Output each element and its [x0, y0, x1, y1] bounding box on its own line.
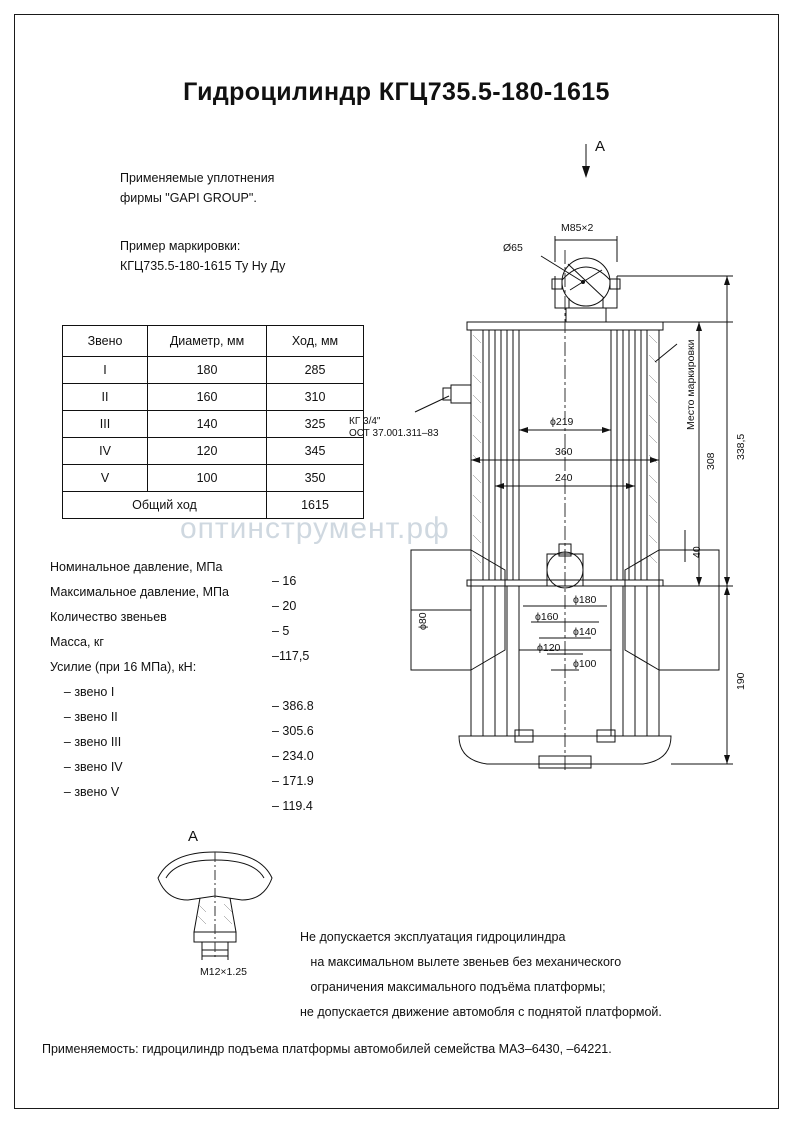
warning-text [300, 925, 662, 1025]
marking-place-label: Место маркировки [685, 339, 697, 430]
parameter-value: – 5 [272, 624, 290, 638]
parameter-value: – 386.8 [272, 699, 314, 713]
parameter-label: Максимальное давление, МПа [50, 585, 229, 599]
warning-line-4: не допускается движение автомобля с поднятой платформой. [300, 1005, 662, 1019]
dim-360: 360 [555, 446, 573, 458]
cell-link: III [63, 411, 148, 438]
port-thread-line1: КГ 3/4" [349, 416, 381, 427]
total-value: 1615 [267, 492, 364, 519]
cell-diameter: 120 [148, 438, 267, 465]
table-row [63, 411, 364, 438]
dim-308: 308 [705, 452, 717, 470]
parameter-label: Масса, кг [50, 635, 104, 649]
cell-link: I [63, 357, 148, 384]
table-row [63, 357, 364, 384]
parameter-label: Номинальное давление, МПа [50, 560, 223, 574]
dim-100: ϕ100 [573, 658, 597, 670]
bracket-right-inner [625, 550, 659, 670]
note-seals-line2: фирмы "GAPI GROUP". [120, 191, 257, 205]
parameter-row [50, 646, 197, 674]
table-row [63, 384, 364, 411]
port-thread-line2: ОСТ 37.001.311–83 [349, 428, 439, 439]
dim-190: 190 [735, 672, 747, 690]
dim-120: ϕ120 [537, 642, 561, 654]
parameter-value: – 171.9 [272, 774, 314, 788]
parameter-value: – 20 [272, 599, 297, 613]
parameter-row [50, 546, 297, 588]
parameter-value: – 119.4 [272, 799, 313, 813]
cell-link: IV [63, 438, 148, 465]
view-arrow-head [582, 166, 590, 178]
note-marking-line1: Пример маркировки: [120, 239, 241, 253]
port-fitting-body [451, 385, 471, 403]
watermark: оптинструмент.рф [180, 512, 450, 545]
table-header-diameter: Диаметр, мм [148, 326, 267, 357]
parameter-label: – звено III [50, 735, 122, 749]
dim-m85: М85×2 [561, 222, 594, 234]
port-thread-label [349, 416, 439, 440]
dim-d65: Ø65 [503, 242, 523, 254]
note-seals [120, 168, 274, 208]
parameter-row [50, 621, 310, 663]
dim-240: 240 [555, 472, 573, 484]
table-header-stroke: Ход, мм [267, 326, 364, 357]
ball-hatch2 [570, 270, 602, 290]
dim-219: ϕ219 [550, 416, 574, 428]
cell-stroke: 325 [267, 411, 364, 438]
parameter-label: – звено V [50, 785, 120, 799]
applicability-text: Применяемость: гидроцилиндр подъема платформы автомобилей семейства МАЗ–6430, –64221. [42, 1042, 612, 1056]
total-label: Общий ход [63, 492, 267, 519]
view-a-thread-label: М12×1.25 [200, 966, 247, 978]
cell-link: II [63, 384, 148, 411]
view-a-detail [140, 828, 290, 998]
dim-40: 40 [691, 546, 703, 558]
cell-stroke: 285 [267, 357, 364, 384]
parameter-label: – звено I [50, 685, 115, 699]
parameter-label: Усилие (при 16 МПа), кН: [50, 660, 197, 674]
warning-line-1: Не допускается эксплуатация гидроцилиндра [300, 930, 566, 944]
cell-link: V [63, 465, 148, 492]
view-arrow-label: А [595, 138, 606, 155]
parameter-value: – 305.6 [272, 724, 314, 738]
dim-140: ϕ140 [573, 626, 597, 638]
cell-diameter: 160 [148, 384, 267, 411]
rod-thread-stem [566, 308, 606, 322]
cylinder-drawing [349, 130, 785, 810]
page-title: Гидроцилиндр КГЦ735.5-180-1615 [183, 78, 610, 106]
cell-diameter: 100 [148, 465, 267, 492]
table-row [63, 438, 364, 465]
cell-diameter: 140 [148, 411, 267, 438]
bracket-left-inner [471, 550, 505, 670]
parameter-value: – 234.0 [272, 749, 314, 763]
parameter-value: –117,5 [272, 649, 310, 663]
eye-left-notch [552, 279, 562, 289]
cell-stroke: 310 [267, 384, 364, 411]
dim-180: ϕ180 [573, 594, 597, 606]
cell-diameter: 180 [148, 357, 267, 384]
stages-table [62, 325, 364, 519]
port-leader [415, 396, 449, 412]
dim-80: ϕ80 [417, 612, 429, 630]
cell-stroke: 345 [267, 438, 364, 465]
table-header-row [63, 326, 364, 357]
parameters-list [50, 546, 314, 813]
note-marking-line2: КГЦ735.5-180-1615 Ту Ну Ду [120, 259, 286, 273]
note-seals-line1: Применяемые уплотнения [120, 171, 275, 185]
warning-line-3: ограничения максимального подъёма платформы; [300, 980, 606, 994]
eye-right-notch [610, 279, 620, 289]
parameter-label: – звено IV [50, 760, 123, 774]
view-a-svg [140, 828, 290, 968]
parameter-label: – звено II [50, 710, 118, 724]
dim-160: ϕ160 [535, 611, 559, 623]
cell-stroke: 350 [267, 465, 364, 492]
note-marking [120, 236, 285, 276]
parameter-row [50, 671, 314, 713]
warning-line-2: на максимальном вылете звеньев без механического [300, 955, 622, 969]
table-row [63, 465, 364, 492]
marking-leader [655, 344, 677, 362]
table-header-link: Звено [63, 326, 148, 357]
dim-d65-dot [581, 280, 585, 284]
view-a-caption: А [188, 828, 199, 845]
ball-hatch [568, 264, 604, 298]
dim-338-5: 338,5 [735, 433, 747, 460]
parameter-value: – 16 [272, 574, 297, 588]
parameter-label: Количество звеньев [50, 610, 167, 624]
bracket-right [659, 550, 719, 670]
